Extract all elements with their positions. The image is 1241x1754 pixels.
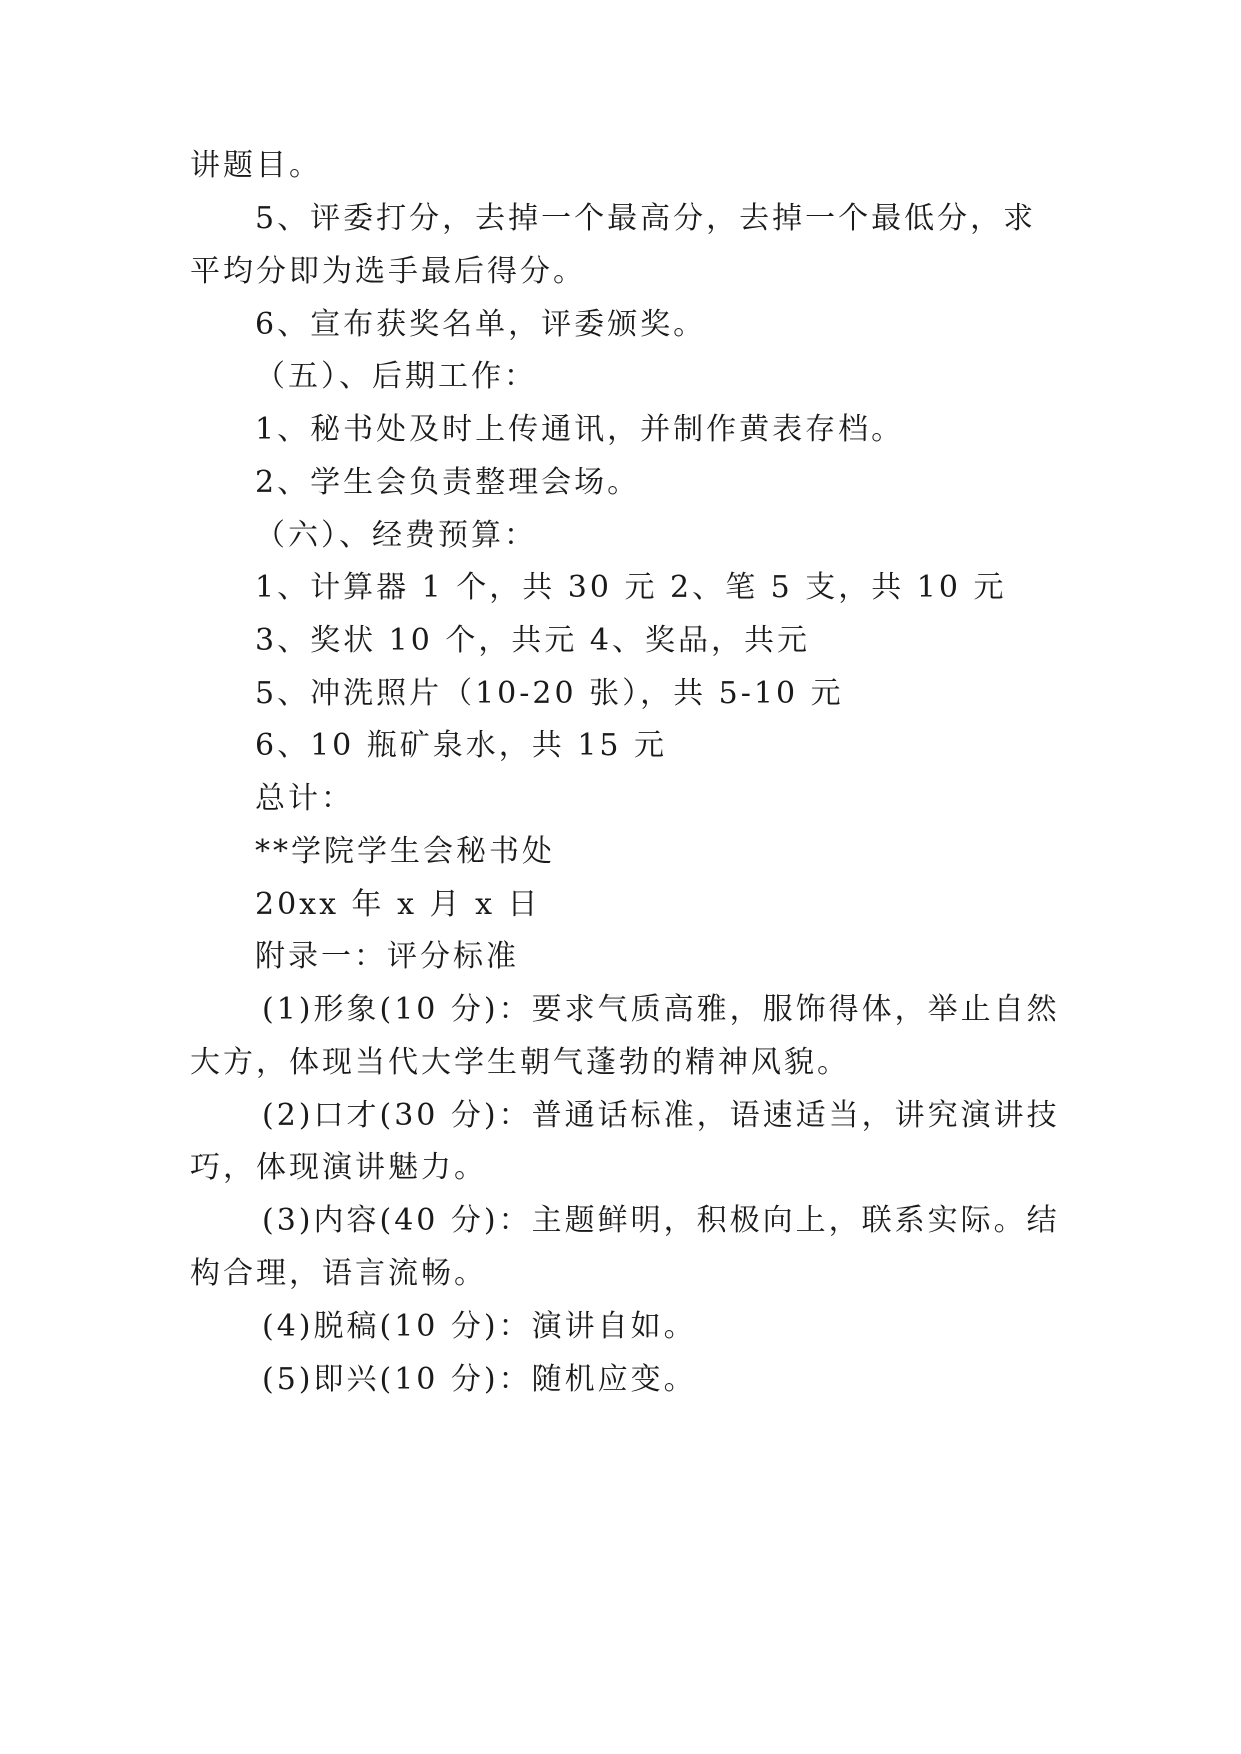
text-line: 总计： — [255, 781, 354, 816]
text-line: 构合理，语言流畅。 — [190, 1256, 487, 1291]
text-line: 6、10 瓶矿泉水，共 15 元 — [255, 728, 668, 763]
text-line: 5、评委打分，去掉一个最高分，去掉一个最低分，求 — [255, 201, 1037, 236]
text-line: 大方，体现当代大学生朝气蓬勃的精神风貌。 — [190, 1045, 850, 1080]
text-line: 3、奖状 10 个，共元 4、奖品，共元 — [255, 623, 810, 658]
signature-date: 20xx 年 x 月 x 日 — [255, 887, 541, 922]
appendix-heading: 附录一：评分标准 — [255, 939, 519, 974]
text-line: (4)脱稿(10 分)：演讲自如。 — [262, 1309, 697, 1344]
text-line: 2、学生会负责整理会场。 — [255, 465, 641, 500]
text-line: 巧，体现演讲魅力。 — [190, 1150, 487, 1185]
signature-org: **学院学生会秘书处 — [255, 834, 555, 869]
section-heading: （六）、经费预算： — [255, 518, 537, 553]
text-line: 1、秘书处及时上传通讯，并制作黄表存档。 — [255, 412, 905, 447]
text-line: 讲题目。 — [190, 148, 322, 183]
text-line: (3)内容(40 分)：主题鲜明，积极向上，联系实际。结 — [262, 1203, 1060, 1238]
text-line: (2)口才(30 分)：普通话标准，语速适当，讲究演讲技 — [262, 1098, 1060, 1133]
text-line: 平均分即为选手最后得分。 — [190, 254, 586, 289]
text-line: 6、宣布获奖名单，评委颁奖。 — [255, 307, 707, 342]
text-line: (1)形象(10 分)：要求气质高雅，服饰得体，举止自然 — [262, 992, 1060, 1027]
section-heading: （五）、后期工作： — [255, 359, 537, 394]
text-line: (5)即兴(10 分)：随机应变。 — [262, 1362, 697, 1397]
text-line: 5、冲洗照片（10-20 张），共 5-10 元 — [255, 676, 844, 711]
text-line: 1、计算器 1 个，共 30 元 2、笔 5 支，共 10 元 — [255, 570, 1007, 605]
